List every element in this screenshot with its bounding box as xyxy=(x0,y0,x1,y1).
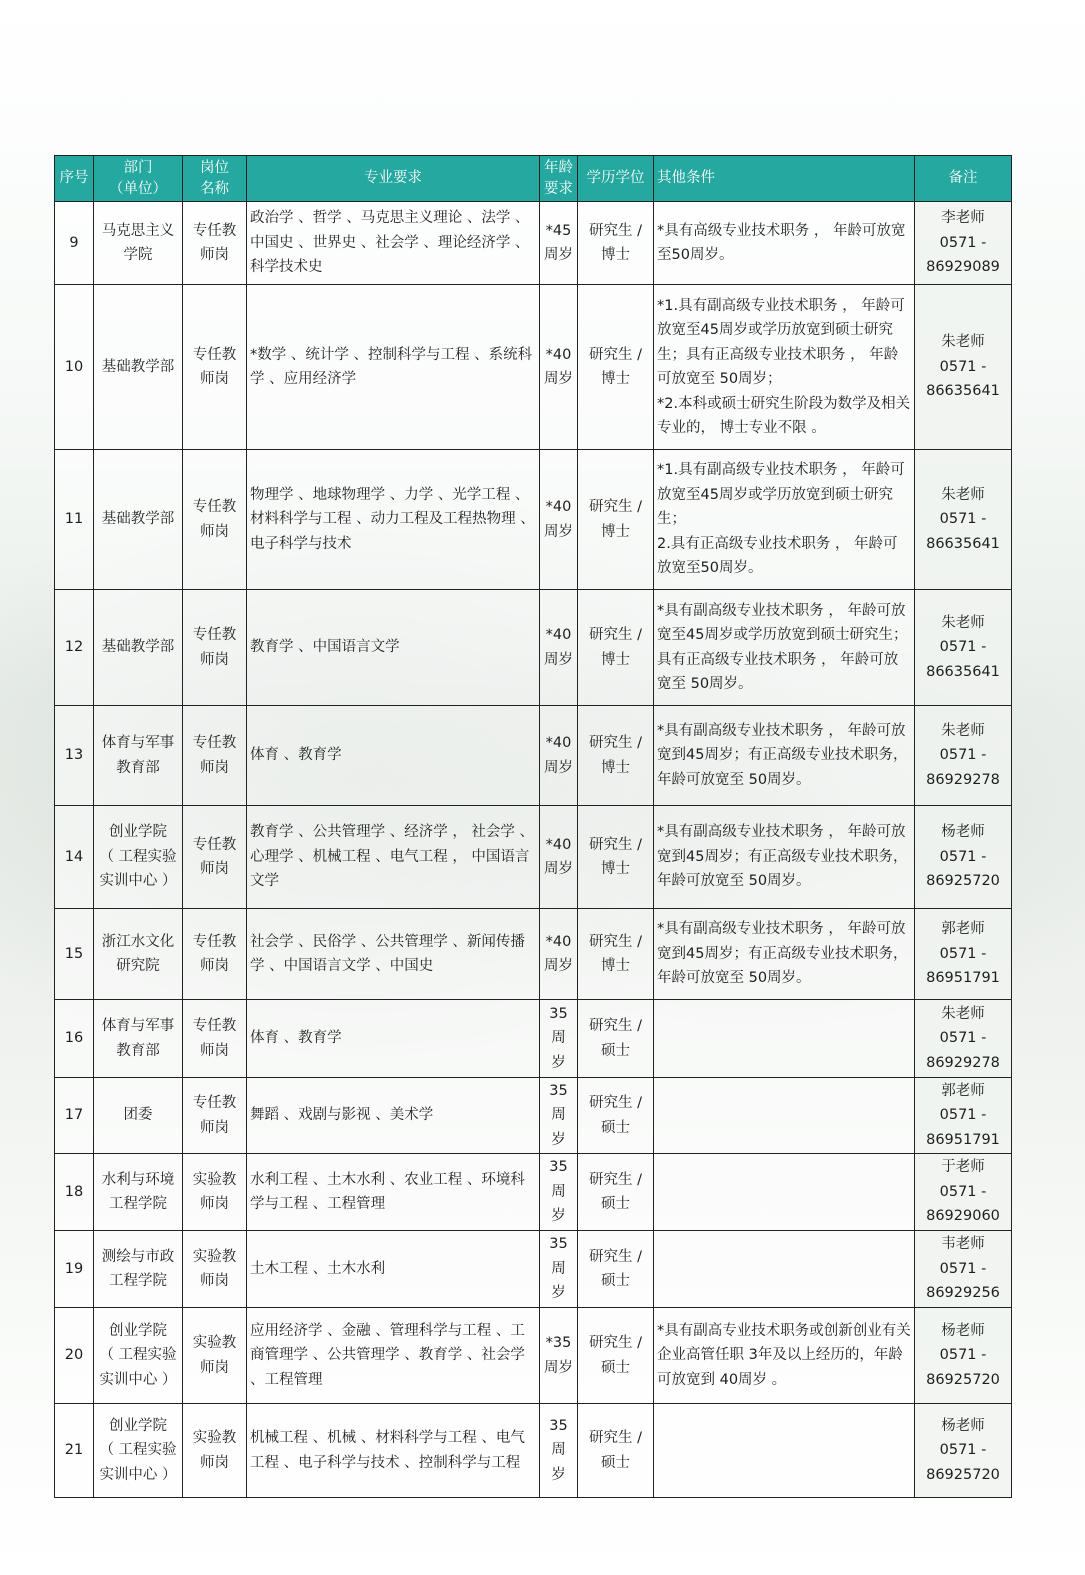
header-age-line1: 年龄 xyxy=(544,159,573,176)
cell-post: 专任教 师岗 xyxy=(183,285,247,450)
cell-post: 实验教 师岗 xyxy=(183,1404,247,1498)
cell-seq: 16 xyxy=(55,1000,94,1078)
header-other: 其他条件 xyxy=(654,156,915,202)
table-row xyxy=(55,1000,1012,1078)
table-row xyxy=(55,450,1012,590)
cell-other: *具有副高级专业技术职务 ， 年龄可放宽到45周岁；有正高级专业技术职务，年龄可放宽至 50周岁。 xyxy=(654,909,915,1000)
cell-major: *数学 、统计学 、控制科学与工程 、系统科学 、应用经济学 xyxy=(247,285,540,450)
cell-note: 朱老师 0571 - 86929278 xyxy=(915,1000,1012,1078)
cell-major: 机械工程 、机械 、材料科学与工程 、电气工程 、电子科学与技术 、控制科学与工程 xyxy=(247,1404,540,1498)
header-major: 专业要求 xyxy=(247,156,540,202)
header-dept-line1: 部门 xyxy=(123,159,153,176)
table-body xyxy=(55,202,1012,1498)
cell-note: 杨老师 0571 - 86925720 xyxy=(915,806,1012,909)
cell-other xyxy=(654,1231,915,1308)
cell-post: 专任教 师岗 xyxy=(183,806,247,909)
cell-note: 朱老师 0571 - 86635641 xyxy=(915,450,1012,590)
cell-degree: 研究生 / 博士 xyxy=(578,806,654,909)
table-row xyxy=(55,1078,1012,1154)
cell-note: 杨老师 0571 - 86925720 xyxy=(915,1404,1012,1498)
table-row xyxy=(55,706,1012,806)
cell-seq: 18 xyxy=(55,1154,94,1231)
cell-note: 郭老师 0571 - 86951791 xyxy=(915,909,1012,1000)
cell-post: 专任教 师岗 xyxy=(183,1078,247,1154)
cell-other xyxy=(654,1154,915,1231)
cell-degree: 研究生 / 硕士 xyxy=(578,1404,654,1498)
recruitment-table xyxy=(54,155,1012,1498)
cell-dept: 创业学院 （ 工程实验 实训中心 ） xyxy=(94,1404,183,1498)
cell-seq: 17 xyxy=(55,1078,94,1154)
cell-age: *35 周岁 xyxy=(540,1308,578,1404)
cell-other: *具有副高级专业技术职务 ， 年龄可放宽到45周岁；有正高级专业技术职务，年龄可放宽至 50周岁。 xyxy=(654,806,915,909)
cell-dept: 体育与军事 教育部 xyxy=(94,1000,183,1078)
cell-post: 专任教 师岗 xyxy=(183,1000,247,1078)
cell-other: *1.具有副高级专业技术职务 ， 年龄可放宽至45周岁或学历放宽到硕士研究生；具有正高级专业技术职务 ， 年龄可放宽至 50周岁； *2.本科或硕士研究生阶段为数学及相关专业的， 博士专业不限 。 xyxy=(654,285,915,450)
cell-major: 体育 、教育学 xyxy=(247,1000,540,1078)
cell-other xyxy=(654,1078,915,1154)
cell-other: *具有副高级专业技术职务 ， 年龄可放宽到45周岁；有正高级专业技术职务，年龄可放宽至 50周岁。 xyxy=(654,706,915,806)
cell-dept: 创业学院 （ 工程实验 实训中心 ） xyxy=(94,1308,183,1404)
cell-other: *具有高级专业技术职务 ， 年龄可放宽至50周岁。 xyxy=(654,202,915,285)
cell-major: 物理学 、地球物理学 、力学 、光学工程 、材料科学与工程 、动力工程及工程热物理 、电子科学与技术 xyxy=(247,450,540,590)
cell-major: 教育学 、中国语言文学 xyxy=(247,590,540,706)
cell-age: *40 周岁 xyxy=(540,590,578,706)
header-note: 备注 xyxy=(915,156,1012,202)
cell-dept: 基础教学部 xyxy=(94,450,183,590)
cell-seq: 21 xyxy=(55,1404,94,1498)
cell-degree: 研究生 / 博士 xyxy=(578,590,654,706)
header-age-line2: 要求 xyxy=(544,180,573,197)
table-row xyxy=(55,909,1012,1000)
header-seq: 序号 xyxy=(55,156,94,202)
cell-major: 舞蹈 、戏剧与影视 、美术学 xyxy=(247,1078,540,1154)
header-age xyxy=(540,156,578,202)
cell-degree: 研究生 / 硕士 xyxy=(578,1154,654,1231)
cell-other xyxy=(654,1404,915,1498)
cell-major: 水利工程 、土木水利 、农业工程 、环境科学与工程 、工程管理 xyxy=(247,1154,540,1231)
cell-age: 35周 岁 xyxy=(540,1404,578,1498)
cell-dept: 基础教学部 xyxy=(94,590,183,706)
cell-seq: 11 xyxy=(55,450,94,590)
cell-seq: 13 xyxy=(55,706,94,806)
cell-note: 朱老师 0571 - 86635641 xyxy=(915,590,1012,706)
cell-other: *具有副高级专业技术职务 ， 年龄可放宽至45周岁或学历放宽到硕士研究生；具有正高级专业技术职务 ， 年龄可放宽至 50周岁。 xyxy=(654,590,915,706)
cell-seq: 19 xyxy=(55,1231,94,1308)
cell-note: 李老师 0571 - 86929089 xyxy=(915,202,1012,285)
cell-dept: 创业学院 （ 工程实验 实训中心 ） xyxy=(94,806,183,909)
cell-post: 实验教 师岗 xyxy=(183,1154,247,1231)
cell-age: 35周 岁 xyxy=(540,1231,578,1308)
cell-major: 教育学 、公共管理学 、经济学 ， 社会学 、心理学 、机械工程 、电气工程 ， 中国语言文学 xyxy=(247,806,540,909)
cell-note: 郭老师 0571 - 86951791 xyxy=(915,1078,1012,1154)
cell-note: 朱老师 0571 - 86929278 xyxy=(915,706,1012,806)
table-header-row xyxy=(55,156,1012,202)
cell-degree: 研究生 / 博士 xyxy=(578,706,654,806)
table-row xyxy=(55,590,1012,706)
cell-age: *45 周岁 xyxy=(540,202,578,285)
cell-post: 专任教 师岗 xyxy=(183,590,247,706)
header-dept xyxy=(94,156,183,202)
cell-age: 35周 岁 xyxy=(540,1000,578,1078)
cell-degree: 研究生 / 博士 xyxy=(578,909,654,1000)
cell-degree: 研究生 / 博士 xyxy=(578,450,654,590)
cell-age: *40 周岁 xyxy=(540,285,578,450)
cell-seq: 14 xyxy=(55,806,94,909)
cell-seq: 20 xyxy=(55,1308,94,1404)
cell-dept: 浙江水文化 研究院 xyxy=(94,909,183,1000)
cell-dept: 基础教学部 xyxy=(94,285,183,450)
cell-note: 朱老师 0571 - 86635641 xyxy=(915,285,1012,450)
cell-major: 社会学 、民俗学 、公共管理学 、新闻传播学 、中国语言文学 、中国史 xyxy=(247,909,540,1000)
table-row xyxy=(55,285,1012,450)
cell-major: 政治学 、哲学 、马克思主义理论 、法学 、中国史 、世界史 、社会学 、理论经济学 、科学技术史 xyxy=(247,202,540,285)
cell-other xyxy=(654,1000,915,1078)
cell-degree: 研究生 / 硕士 xyxy=(578,1000,654,1078)
cell-dept: 团委 xyxy=(94,1078,183,1154)
header-post xyxy=(183,156,247,202)
cell-note: 韦老师 0571 - 86929256 xyxy=(915,1231,1012,1308)
cell-degree: 研究生 / 硕士 xyxy=(578,1308,654,1404)
cell-age: *40 周岁 xyxy=(540,450,578,590)
header-post-line1: 岗位 xyxy=(200,159,229,176)
cell-post: 专任教 师岗 xyxy=(183,706,247,806)
cell-other: *1.具有副高级专业技术职务 ， 年龄可放宽至45周岁或学历放宽到硕士研究生； 2.具有正高级专业技术职务 ， 年龄可放宽至50周岁。 xyxy=(654,450,915,590)
cell-seq: 15 xyxy=(55,909,94,1000)
cell-seq: 12 xyxy=(55,590,94,706)
table-row xyxy=(55,202,1012,285)
table-row xyxy=(55,806,1012,909)
cell-note: 杨老师 0571 - 86925720 xyxy=(915,1308,1012,1404)
cell-degree: 研究生 / 博士 xyxy=(578,202,654,285)
cell-post: 实验教 师岗 xyxy=(183,1308,247,1404)
cell-age: *40 周岁 xyxy=(540,706,578,806)
cell-dept: 马克思主义 学院 xyxy=(94,202,183,285)
cell-post: 专任教 师岗 xyxy=(183,909,247,1000)
cell-dept: 测绘与市政 工程学院 xyxy=(94,1231,183,1308)
cell-other: *具有副高专业技术职务或创新创业有关企业高管任职 3年及以上经历的，年龄可放宽到 40周岁 。 xyxy=(654,1308,915,1404)
cell-major: 应用经济学 、金融 、管理科学与工程 、工商管理学 、公共管理学 、教育学 、社会学 、工程管理 xyxy=(247,1308,540,1404)
header-post-line2: 名称 xyxy=(200,180,229,197)
cell-degree: 研究生 / 博士 xyxy=(578,285,654,450)
cell-major: 体育 、教育学 xyxy=(247,706,540,806)
cell-note: 于老师 0571 - 86929060 xyxy=(915,1154,1012,1231)
cell-seq: 9 xyxy=(55,202,94,285)
cell-dept: 水利与环境 工程学院 xyxy=(94,1154,183,1231)
cell-post: 专任教 师岗 xyxy=(183,450,247,590)
cell-age: *40 周岁 xyxy=(540,909,578,1000)
table-row xyxy=(55,1308,1012,1404)
cell-degree: 研究生 / 硕士 xyxy=(578,1078,654,1154)
cell-age: 35周 岁 xyxy=(540,1078,578,1154)
cell-post: 专任教 师岗 xyxy=(183,202,247,285)
table-row xyxy=(55,1231,1012,1308)
cell-dept: 体育与军事 教育部 xyxy=(94,706,183,806)
table-row xyxy=(55,1154,1012,1231)
cell-age: 35周 岁 xyxy=(540,1154,578,1231)
cell-major: 土木工程 、土木水利 xyxy=(247,1231,540,1308)
table-row xyxy=(55,1404,1012,1498)
header-dept-line2: （单位） xyxy=(109,180,167,197)
cell-post: 实验教 师岗 xyxy=(183,1231,247,1308)
cell-age: *40 周岁 xyxy=(540,806,578,909)
cell-seq: 10 xyxy=(55,285,94,450)
header-degree: 学历学位 xyxy=(578,156,654,202)
cell-degree: 研究生 / 硕士 xyxy=(578,1231,654,1308)
